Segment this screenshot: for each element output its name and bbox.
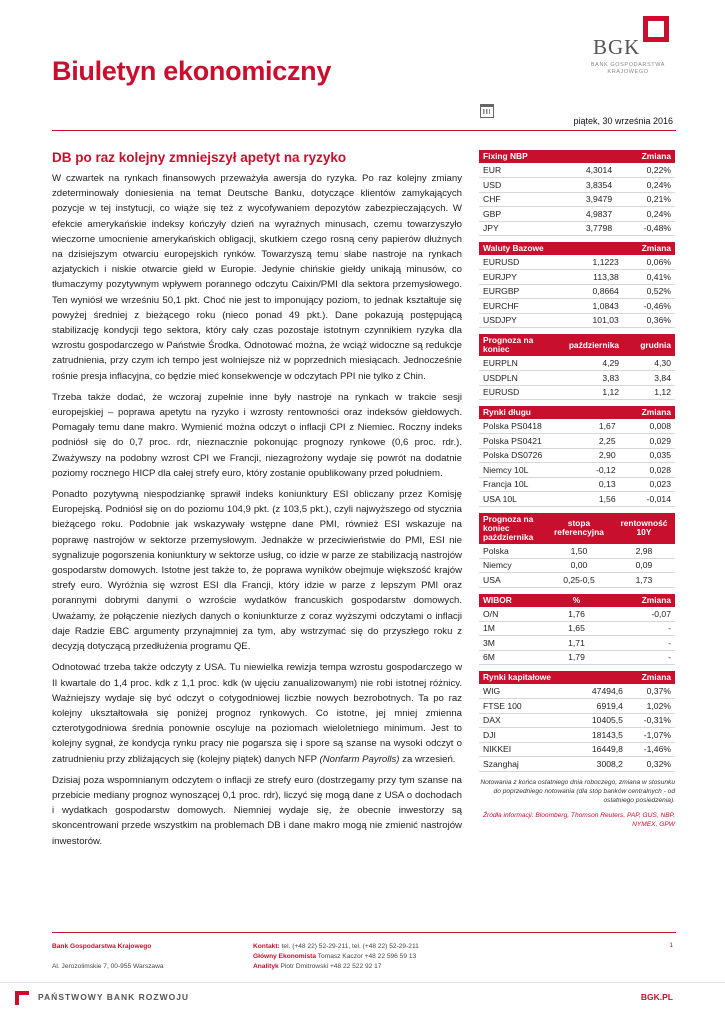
col-header: Zmiana xyxy=(623,242,675,255)
table-cell: -1,46% xyxy=(627,742,675,757)
table-cell: 113,38 xyxy=(575,270,623,285)
calendar-icon xyxy=(480,104,494,118)
table-row xyxy=(479,448,675,463)
table-cell: 3,84 xyxy=(623,371,675,386)
table-cell: 0,24% xyxy=(616,178,675,193)
col-header: Prognoza na koniec października xyxy=(479,513,545,544)
col-header: % xyxy=(552,594,601,607)
table-prognoza-fx xyxy=(479,334,675,400)
logo-square-icon xyxy=(643,16,669,42)
market-sidebar xyxy=(479,150,675,829)
table-cell: DAX xyxy=(479,713,577,728)
sources-note: Źródła informacji: Bloomberg, Thomson Reuters, PAP, GUS, NBP, NYMEX, GPW xyxy=(482,811,675,828)
table-cell: 0,36% xyxy=(623,313,675,328)
table-cell: -0,014 xyxy=(620,492,675,507)
table-cell: 1M xyxy=(479,621,552,636)
table-cell: 3008,2 xyxy=(577,757,627,772)
table-cell: - xyxy=(601,636,675,651)
footer-kontakt-label: Kontakt: xyxy=(253,943,280,950)
table-rynki-dlugu xyxy=(479,406,675,507)
table-row xyxy=(479,299,675,314)
footer-analityk-label: Analityk xyxy=(253,963,279,970)
table-row xyxy=(479,621,675,636)
table-row xyxy=(479,699,675,714)
issue-date: piątek, 30 września 2016 xyxy=(573,116,673,126)
table-cell: 0,13 xyxy=(579,477,620,492)
footer-ekonomista: Tomasz Kaczor +48 22 596 59 13 xyxy=(317,953,417,960)
table-cell: 1,50 xyxy=(545,544,613,559)
table-cell: 0,52% xyxy=(623,284,675,299)
table-cell: Polska xyxy=(479,544,545,559)
footer-address: Al. Jerozolimskie 7, 00-955 Warszawa xyxy=(52,963,164,970)
table-row xyxy=(479,419,675,434)
table-cell: Niemcy xyxy=(479,558,545,573)
table-cell: 0,023 xyxy=(620,477,675,492)
table-cell: 0,09 xyxy=(613,558,675,573)
table-cell: 0,32% xyxy=(627,757,675,772)
table-cell: 6919,4 xyxy=(577,699,627,714)
col-header: Waluty Bazowe xyxy=(479,242,575,255)
table-waluty-bazowe xyxy=(479,242,675,328)
table-cell: Polska DS0726 xyxy=(479,448,579,463)
table-cell: EUR xyxy=(479,163,562,178)
table-cell: 1,02% xyxy=(627,699,675,714)
article-paragraph: Ponadto pozytywną niespodziankę sprawił indeks koniunktury ESI obliczany przez Komisję Europejską. Podniósł się on do poziomu 104,9 pkt. (z 103,5 pkt.), czyli najwyższego od stycznia bieżącego roku. Podobnie jak wskazywały wstępne dane PMI, również ESI wskazuje na poprawę nastrojów w sektorze przemysłowym. Jednakże w przeciwieństwie do PMI, ESI nie sygnalizuje pogorszenia koniunktury w sektorze usług, co idzie w parze ze stabilizacją nastrojów gospodarstw domowych. Istotne jest także to, że poprawa wyników obejmuje większość krajów strefy euro. Wyróżnia się wzrost ESI dla Francji, który idzie w parze z lepszym PMI oraz porannymi dobrymi danymi o wzroście wydatków francuskich gospodarstw domowych. Uważamy, że połączenie niezłych danych o koniunkturze z coraz wyższymi odczytami o inflacji daje Radzie EBC argumenty przynajmniej za tym, aby wstrzymać się do przyszłego roku z decyzją dotyczącą przedłużenia programu QE. xyxy=(52,489,462,653)
table-cell: 4,9837 xyxy=(562,207,616,222)
table-row xyxy=(479,636,675,651)
nfp-italic: (Nonfarm Payrolls) xyxy=(319,753,400,765)
table-row xyxy=(479,757,675,772)
table-cell: 1,76 xyxy=(552,607,601,622)
table-cell: Polska PS0418 xyxy=(479,419,579,434)
table-row xyxy=(479,492,675,507)
col-header xyxy=(562,150,616,163)
table-row xyxy=(479,178,675,193)
col-header xyxy=(577,671,627,684)
table-row xyxy=(479,573,675,588)
col-header: WIBOR xyxy=(479,594,552,607)
table-cell: 10405,5 xyxy=(577,713,627,728)
table-row xyxy=(479,544,675,559)
table-cell: -0,12 xyxy=(579,463,620,478)
table-row xyxy=(479,684,675,699)
table-cell: 1,56 xyxy=(579,492,620,507)
table-cell: - xyxy=(601,650,675,665)
logo-subtitle xyxy=(583,62,673,75)
table-cell: EURGBP xyxy=(479,284,575,299)
table-row xyxy=(479,371,675,386)
article-paragraph: W czwartek na rynkach finansowych przeważyła awersja do ryzyka. Po raz kolejny zmiany zdeterminowały doniesienia na temat Deutsche Banku, dotyczące klientów zamykających pozycje w tej instytucji, co wiąże się też z wycofywaniem depozytów zabezpieczających. W efekcie amerykańskie indeksy kończyły dzień na wyraźnych minusach, czemu towarzyszyło wieczorne umocnienie amerykańskich obligacji, skutkiem czego rosną ceny papierów dłużnych na dzisiejszym otwarciu europejskich rynków. Towarzyszą temu słabe nastroje na rynkach azjatyckich i niskie otwarcie giełd w Europie. Jedynie chińskie giełdy unikają minusów, co tłumaczymy pozytywnym wpływem porannego odczytu Caixin/PMI dla sektora przemysłowego. Ten wyniósł we wrześniu 50,1 pkt. Choć nie jest to imponujący poziom, to jednak kształtuje się powyżej średniej z bieżącego roku (nieco ponad 49 pkt.). Dane pokazują postępującą stabilizację kondycji tego sektora, który cały czas pozostaje istotnym czynnikiem ryzyka dla wzrostu gospodarczego w Państwie Środka. Odnotować można, że wciąż widoczne są redukcje zatrudnienia, przy czym ich tempo jest wolniejsze niż w poprzednich miesiącach. Jednocześnie rośnie presja inflacyjna, co będzie mieć konsekwencje w odczytach PPI nie tylko z Chin. xyxy=(52,173,462,382)
col-header: grudnia xyxy=(623,334,675,356)
table-cell: EURUSD xyxy=(479,385,545,400)
table-cell: 3,7798 xyxy=(562,221,616,236)
table-row xyxy=(479,728,675,743)
table-cell: 0,24% xyxy=(616,207,675,222)
paragraph-text: Odnotować trzeba także odczyty z USA. Tu niewielka rewizja tempa wzrostu gospodarczego w II kwartale do 1,4 proc. kdk z 1,1 proc. kdk (w ujęciu zanualizowanym) nie robi istotnej różnicy. Ważniejszy wydaje się być odczyt o cotygodniowej liczbie nowych bezrobotnych. Ta po raz kolejny ukształtowała się poniżej prognoz rynkowych. Co istotne, jej mniej zmienna czterotygodniowa średnia ponownie oscyluje na poziomach wieloletniego minimum. Jest to kolejny sygnał, że kondycja rynku pracy nie pogarsza się i spore są szanse na wysoki odczyt o zatrudnieniu przy zbliżających się (kolejny piątek) danych NFP xyxy=(52,662,462,765)
website-link[interactable]: BGK.PL xyxy=(640,992,673,1002)
table-cell: FTSE 100 xyxy=(479,699,577,714)
table-cell: 2,25 xyxy=(579,434,620,449)
table-cell: 0,37% xyxy=(627,684,675,699)
table-row xyxy=(479,558,675,573)
table-cell: 2,90 xyxy=(579,448,620,463)
table-cell: 6M xyxy=(479,650,552,665)
table-cell: -1,07% xyxy=(627,728,675,743)
table-cell: O/N xyxy=(479,607,552,622)
table-cell: 1,1223 xyxy=(575,255,623,270)
table-cell: 0,008 xyxy=(620,419,675,434)
table-cell: 0,8664 xyxy=(575,284,623,299)
table-cell: 1,71 xyxy=(552,636,601,651)
col-header: Prognoza na koniec xyxy=(479,334,545,356)
table-cell: 1,12 xyxy=(545,385,623,400)
table-row xyxy=(479,284,675,299)
table-row xyxy=(479,477,675,492)
article-title: DB po raz kolejny zmniejszył apetyt na ryzyko xyxy=(52,150,347,165)
col-header: Zmiana xyxy=(627,671,675,684)
table-cell: USD xyxy=(479,178,562,193)
table-cell: 0,06% xyxy=(623,255,675,270)
col-header: Fixing NBP xyxy=(479,150,562,163)
table-cell: EURUSD xyxy=(479,255,575,270)
table-cell: DJI xyxy=(479,728,577,743)
table-cell: USA 10L xyxy=(479,492,579,507)
table-cell: 3,83 xyxy=(545,371,623,386)
table-cell: 0,25-0,5 xyxy=(545,573,613,588)
table-row xyxy=(479,434,675,449)
table-cell: 4,30 xyxy=(623,356,675,371)
table-prognoza-stopy xyxy=(479,513,675,588)
table-cell: - xyxy=(601,621,675,636)
table-row xyxy=(479,163,675,178)
table-cell: 1,73 xyxy=(613,573,675,588)
col-header: Zmiana xyxy=(620,406,675,419)
table-rynki-kapitalowe xyxy=(479,671,675,772)
table-cell: USDJPY xyxy=(479,313,575,328)
table-cell: Polska PS0421 xyxy=(479,434,579,449)
table-note: Notowania z końca ostatniego dnia roboczego, zmiana w stosunku do poprzedniego notowania (dla stóp banków centralnych - od ostatniego posiedzenia). xyxy=(480,778,675,804)
table-cell: 2,98 xyxy=(613,544,675,559)
table-cell: 3,8354 xyxy=(562,178,616,193)
table-row xyxy=(479,650,675,665)
table-cell: USA xyxy=(479,573,545,588)
table-cell: 1,12 xyxy=(623,385,675,400)
table-row xyxy=(479,385,675,400)
logo-sub-2: KRAJOWEGO xyxy=(607,68,649,75)
table-cell: 0,21% xyxy=(616,192,675,207)
table-cell: 3M xyxy=(479,636,552,651)
col-header: Rynki długu xyxy=(479,406,579,419)
table-cell: NIKKEI xyxy=(479,742,577,757)
table-row xyxy=(479,313,675,328)
table-cell: 0,029 xyxy=(620,434,675,449)
article xyxy=(52,150,462,855)
table-cell: 0,035 xyxy=(620,448,675,463)
table-row xyxy=(479,713,675,728)
table-cell: 16449,8 xyxy=(577,742,627,757)
article-paragraph xyxy=(52,660,462,766)
col-header xyxy=(579,406,620,419)
table-cell: 0,028 xyxy=(620,463,675,478)
table-cell: 101,03 xyxy=(575,313,623,328)
table-cell: 3,9479 xyxy=(562,192,616,207)
table-cell: 0,00 xyxy=(545,558,613,573)
col-header: Rynki kapitałowe xyxy=(479,671,577,684)
table-cell: 1,79 xyxy=(552,650,601,665)
footer-bank xyxy=(52,942,164,972)
page-number: 1 xyxy=(669,942,673,949)
article-paragraph: Trzeba także dodać, że wczoraj zupełnie inne były nastroje na rynkach w trakcie sesji europejskiej – poprawa apetytu na ryzyko i wzrosty rentowności oraz indeksów giełdowych. Pomagały temu dane makro. Wymienić można odczyt o inflacji CPI z Niemiec. Roczny indeks podniósł się do 0,7 proc. rdr, nieznacznie pokonując prognozy rynkowe (0,6 proc. rdr.). Zważywszy na podobny wzrost CPI we Francji, niezagrożony wydaje się powrót na dodatnie poziomy rocznego HICP dla całej strefy euro, który zostanie opublikowany przed południem. xyxy=(52,391,462,479)
table-cell: 0,22% xyxy=(616,163,675,178)
table-cell: 1,0843 xyxy=(575,299,623,314)
table-cell: 0,41% xyxy=(623,270,675,285)
col-header: stopa referencyjna xyxy=(545,513,613,544)
table-cell: WIG xyxy=(479,684,577,699)
table-row xyxy=(479,192,675,207)
table-row xyxy=(479,356,675,371)
logo-text: BGK xyxy=(593,35,641,59)
table-cell: -0,48% xyxy=(616,221,675,236)
pbr-mark-icon xyxy=(15,991,29,1005)
footer-bank-name: Bank Gospodarstwa Krajowego xyxy=(52,943,152,950)
table-cell: 1,65 xyxy=(552,621,601,636)
pbr-bar xyxy=(0,982,725,1024)
table-cell: -0,46% xyxy=(623,299,675,314)
footer-analityk: Piotr Dmitrowski +48 22 522 92 17 xyxy=(280,963,382,970)
table-row xyxy=(479,463,675,478)
table-row xyxy=(479,221,675,236)
table-cell: Francja 10L xyxy=(479,477,579,492)
table-cell: -0,07 xyxy=(601,607,675,622)
table-cell: GBP xyxy=(479,207,562,222)
table-cell: EURCHF xyxy=(479,299,575,314)
footer-contacts xyxy=(253,942,419,972)
table-cell: Niemcy 10L xyxy=(479,463,579,478)
footer-kontakt: tel. (+48 22) 52-29-211, tel. (+48 22) 52-29-211 xyxy=(281,943,419,950)
table-cell: 1,67 xyxy=(579,419,620,434)
logo-sub-1: BANK GOSPODARSTWA xyxy=(590,62,666,68)
table-cell: JPY xyxy=(479,221,562,236)
table-cell: 4,29 xyxy=(545,356,623,371)
bgk-logo xyxy=(583,16,678,80)
col-header: rentowność 10Y xyxy=(613,513,675,544)
nfp-tail: za wrzesień. xyxy=(402,753,456,765)
article-paragraph: Dzisiaj poza wspomnianym odczytem o inflacji ze strefy euro (dostrzegamy przy tym szanse na przebicie mediany prognoz wynoszącej 0,1 proc. rdr), liczyć się mogą dane z USA o dochodach i wydatkach gospodarstw domowych. Niemniej wydaje się, że obecnie inwestorzy są skoncentrowani przede wszystkim na problemach DB i dane makro mogą nie zmienić nastrojów inwestorów. xyxy=(52,774,462,847)
table-fixing xyxy=(479,150,675,236)
footer-divider xyxy=(52,932,676,933)
table-wibor xyxy=(479,594,675,666)
table-cell: EURJPY xyxy=(479,270,575,285)
table-cell: 47494,6 xyxy=(577,684,627,699)
table-row xyxy=(479,207,675,222)
table-cell: Szanghaj xyxy=(479,757,577,772)
table-row xyxy=(479,607,675,622)
table-cell: 4,3014 xyxy=(562,163,616,178)
col-header: października xyxy=(545,334,623,356)
table-cell: CHF xyxy=(479,192,562,207)
table-cell: EURPLN xyxy=(479,356,545,371)
col-header xyxy=(575,242,623,255)
header-divider xyxy=(52,130,676,131)
footer-ekonomista-label: Główny Ekonomista xyxy=(253,953,317,960)
table-cell: 18143,5 xyxy=(577,728,627,743)
table-cell: -0,31% xyxy=(627,713,675,728)
table-row xyxy=(479,270,675,285)
col-header: Zmiana xyxy=(616,150,675,163)
document-title: Biuletyn ekonomiczny xyxy=(52,56,332,86)
col-header: Zmiana xyxy=(601,594,675,607)
table-row xyxy=(479,742,675,757)
table-cell: USDPLN xyxy=(479,371,545,386)
table-row xyxy=(479,255,675,270)
pbr-label: PAŃSTWOWY BANK ROZWOJU xyxy=(38,992,190,1002)
